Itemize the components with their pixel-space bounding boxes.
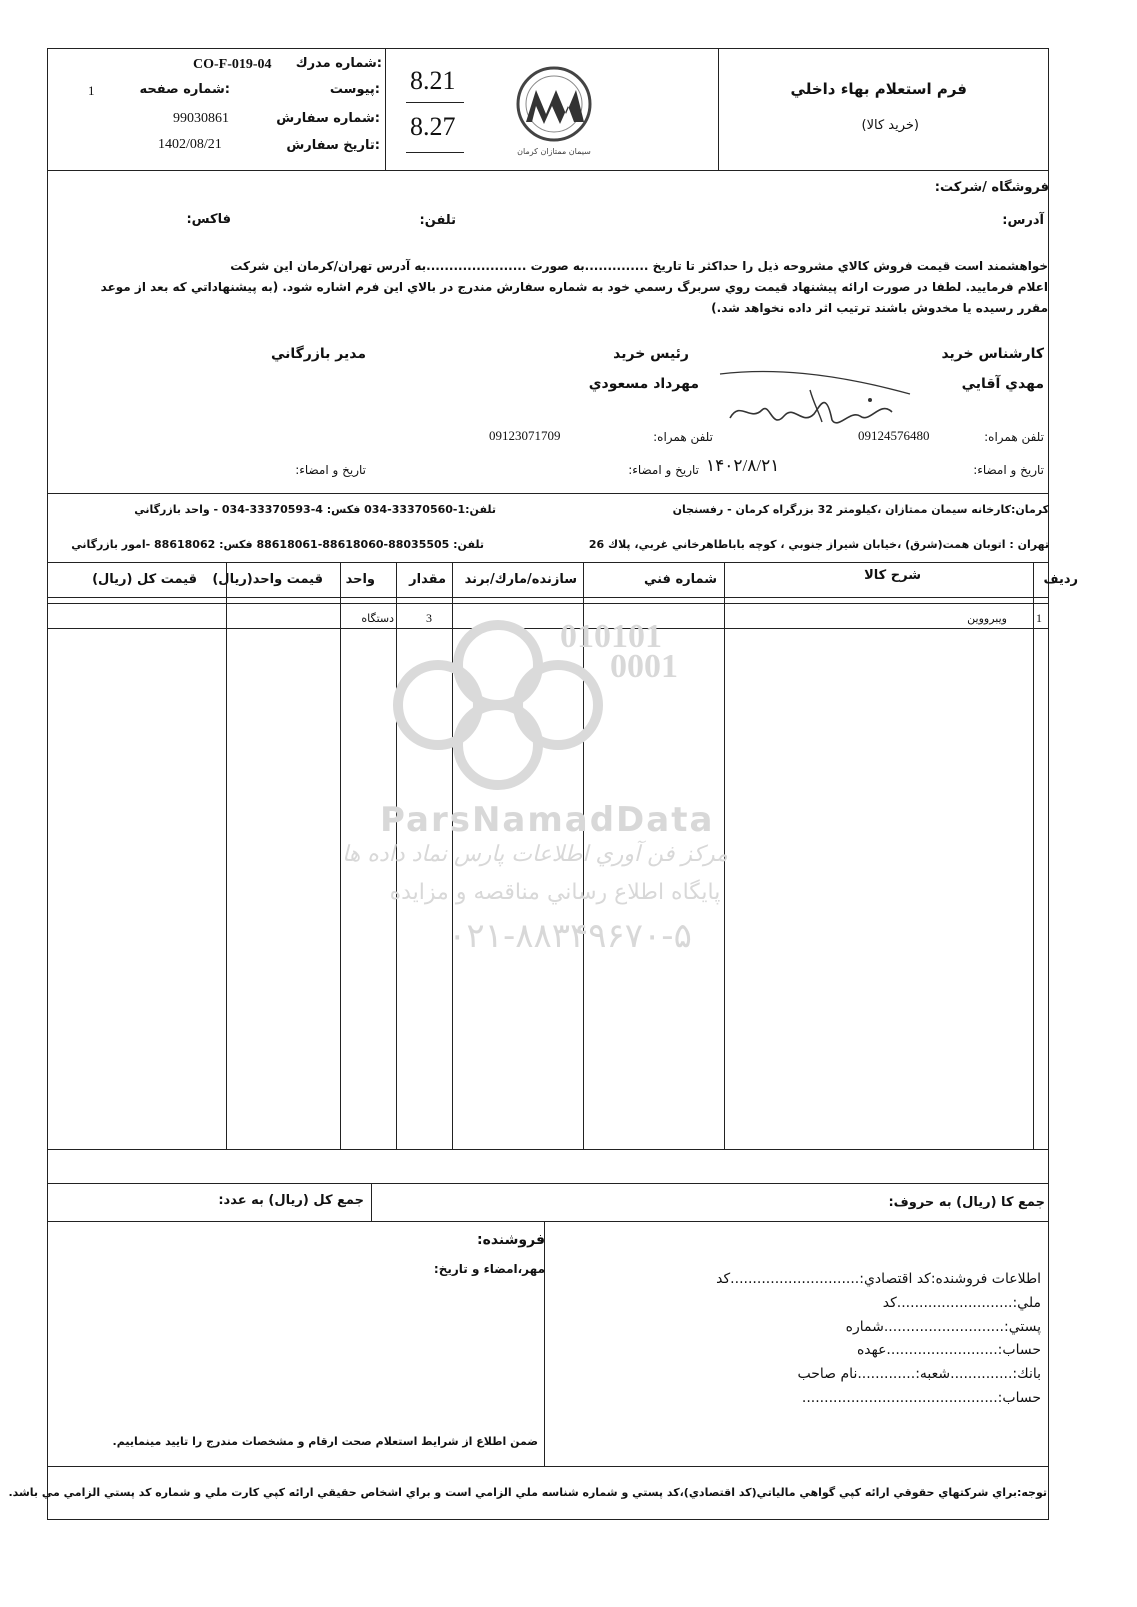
watermark-line-1: مركز فن آوري اطلاعات پارس نماد داده ها [342,842,728,867]
table-bottom-line [47,1149,1049,1150]
address-label: آدرس: [1002,213,1044,228]
head-date-label: تاريخ و امضاء: [628,463,699,477]
col-header-desc: شرح كالا [864,568,921,583]
vendor-info-line-4: حساب:.........................عهده [856,1342,1041,1358]
blank-band-bottom [47,1183,1049,1184]
totals-bottom-line [47,1221,1049,1222]
col-header-qty: مقدار [409,572,446,587]
expert-title: كارشناس خريد [941,346,1044,362]
signers-bottom-line [47,493,1049,494]
expert-name: مهدي آقايي [961,376,1044,392]
table-body-top [47,603,1049,604]
col-header-brand: سازنده/مارك/برند [464,572,577,587]
seller-label: فروشنده: [476,1232,545,1248]
vendor-info-line-3: پستي:...........................شماره [845,1319,1041,1335]
cell-qty: 3 [426,611,432,625]
vendor-divider [544,1221,545,1466]
table-header-bottom [47,597,1049,598]
expert-mobile-label: تلفن همراه: [984,430,1044,444]
totals-divider [371,1183,372,1221]
head-mobile-label: تلفن همراه: [653,430,713,444]
col-line-1 [1033,562,1034,1149]
manager-title: مدير بازرگاني [270,346,366,362]
expert-mobile: 09124576480 [858,428,930,443]
handwritten-bottom-underline [406,152,464,153]
attach-label: پيوست: [329,82,380,97]
total-words-label: جمع كا (ريال) به حروف: [888,1195,1045,1210]
footer-note: توجه:براي شركتهاي حقوقي ارائه كپي گواهي مالياتي(كد اقتصادي)،كد پستي و شماره شناسه ملي الزامي است و براي اشخاص حقيقي ارائه كپي كارت ملي و شماره كد پستي الزامي مي باشد. [8,1486,1047,1499]
watermark-phone: ۰۲۱-۸۸۳۴۹۶۷۰-۵ [448,916,692,956]
header-bottom-line [47,170,1049,171]
cell-unit: دستگاه [361,612,394,625]
page-number: 1 [88,83,95,98]
watermark-line-2: پايگاه اطلاع رساني مناقصه و مزايده [389,880,721,905]
col-header-tech: شماره فني [643,572,717,587]
kerman-tel: تلفن:1-33370560-034 فكس: 4-33370593-034 - واحد بازرگاني [134,503,496,516]
stamp-label: مهر،امضاء و تاريخ: [433,1262,545,1276]
col-header-total: قيمت كل (ريال) [92,572,197,587]
header-divider-1 [385,48,386,170]
logo-caption: سيمان ممتازان كرمان [517,147,591,156]
vendor-info-line-1: اطلاعات فروشنده:كد اقتصادي:.............................كد [716,1271,1041,1287]
vendor-info-line-6: حساب:............................................ [801,1390,1041,1406]
manager-date-label: تاريخ و امضاء: [295,463,366,477]
confirm-text: ضمن اطلاع از شرايط استعلام صحت ارقام و مشخصات مندرج را تاييد مينماييم. [112,1435,538,1448]
vendor-info-line-5: بانك:..............شعبه:.............نام صاحب [797,1366,1041,1382]
expert-date-handwritten: ۱۴۰۲/۸/۲۱ [706,456,780,475]
cell-desc: ويبرووين [967,612,1007,625]
handwritten-bottom: 8.27 [410,112,456,141]
watermark-brand: ParsNamadData [380,800,715,840]
phone-label: تلفن: [419,213,456,228]
head-mobile: 09123071709 [489,428,561,443]
doc-number: CO-F-019-04 [193,57,272,72]
order-date: 1402/08/21 [158,137,222,152]
vendor-bottom-line [47,1466,1049,1467]
request-line-3: مقرر رسيده يا مخدوش باشند ترتيب اثر داده نخواهد شد.) [711,301,1048,315]
doc-number-label: شماره مدرك: [295,56,382,71]
handwritten-top-underline [406,102,464,103]
store-label: فروشگاه /شركت: [934,180,1049,195]
header-divider-2 [718,48,719,170]
form-title: فرم استعلام بهاء داخلي [790,80,967,98]
expert-date-label: تاريخ و امضاء: [973,463,1044,477]
watermark-digits-2: 0001 [610,648,678,685]
company-logo [512,60,596,160]
tehran-tel: تلفن: 88035505-88618060-88618061 فكس: 88618062 -امور بازرگاني [71,538,484,551]
col-line-7 [226,562,227,1149]
col-header-unit: واحد [345,572,375,587]
handwritten-top: 8.21 [410,66,456,95]
col-header-row: رديف [1043,572,1078,587]
vendor-info-line-2: ملي:..........................كد [882,1295,1041,1311]
request-line-2: اعلام فرماييد. لطفا در صورت ارائه پيشنهاد قيمت روي سربرگ رسمي خود به شماره سفارش مندرج در بالاي اين فرم اشاره شود. (به پيشنهاداتي كه بعد از موعد [100,280,1048,294]
fax-label: فاكس: [186,212,231,227]
order-date-label: تاريخ سفارش: [286,138,380,153]
head-name: مهرداد مسعودي [588,376,699,392]
tehran-address: تهران : اتوبان همت(شرق) ،خيابان شيراز جنوبي ، كوچه باباطاهرخاني غربي، پلاك 26 [588,538,1049,551]
total-number-label: جمع كل (ريال) به عدد: [218,1193,364,1208]
form-subtitle: (خريد كالا) [861,118,919,133]
watermark-digits-1: 010101 [560,618,662,655]
page-number-label: شماره صفحه: [139,82,230,97]
order-number-label: شماره سفارش: [276,111,380,126]
expert-signature [710,360,950,450]
order-number: 99030861 [173,111,229,126]
cell-row: 1 [1036,611,1042,625]
col-header-unit-price: قيمت واحد(ريال) [212,572,323,587]
kerman-address: كرمان:كارخانه سيمان ممتازان ،كيلومتر 32 بزرگراه كرمان - رفسنجان [672,503,1049,516]
head-title: رئيس خريد [613,346,689,362]
address-bottom-line [47,562,1049,563]
request-line-1: خواهشمند است قيمت فروش كالاي مشروحه ذيل را حداكثر تا تاريخ ..............به صورت ......................به آدرس تهران/كرمان اين شركت [230,259,1048,273]
